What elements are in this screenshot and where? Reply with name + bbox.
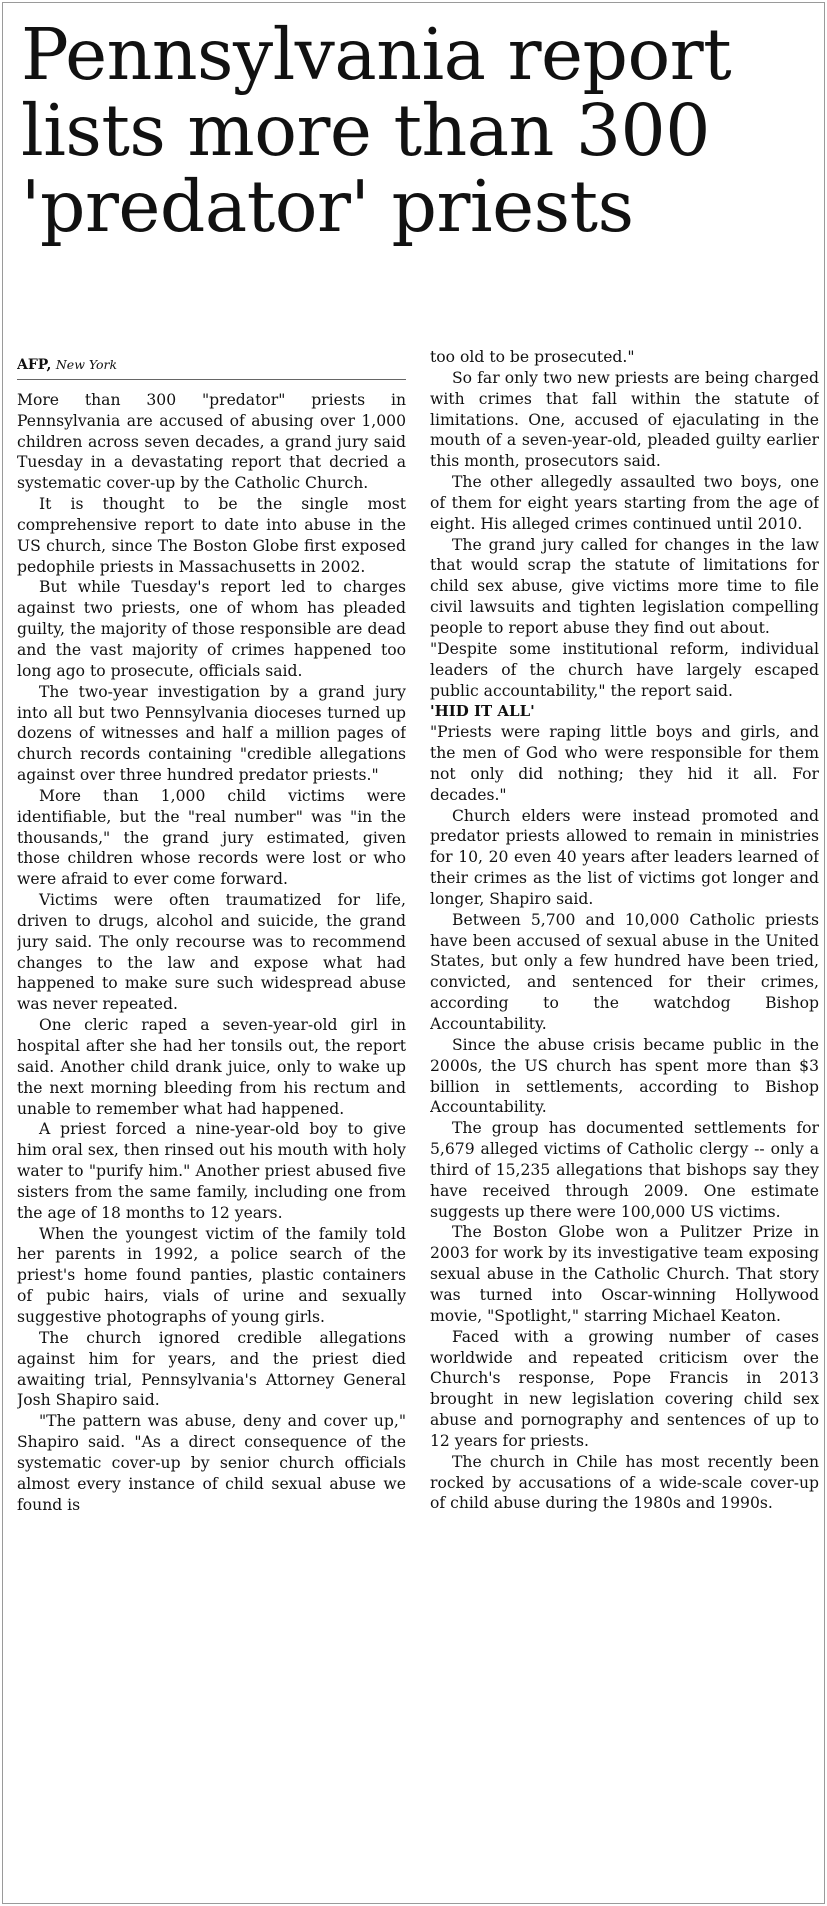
paragraph: When the youngest victim of the family told her parents in 1992, a police search of the priest's home found panties, plastic containers of pubic hairs, vials of urine and sexually suggestive photographs of young girls. (17, 1224, 406, 1326)
article-column-left (17, 355, 406, 1897)
paragraph: More than 300 "predator" priests in Pennsylvania are accused of abusing over 1,000 children across seven decades, a grand jury said Tuesday in a devastating report that decried a systematic cover-up by the Catholic Church. (17, 390, 406, 493)
article-clipping (2, 2, 825, 1904)
paragraph: The grand jury called for changes in the law that would scrap the statute of limitations for child sex abuse, give victims more time to file civil lawsuits and tighten legislation compelling people to report abuse they find out about. (430, 535, 819, 637)
headline-line-1: Pennsylvania report (21, 13, 732, 96)
paragraph: "Priests were raping little boys and girls, and the men of God who were responsible for them not only did nothing; they hid it all. For decades." (430, 723, 819, 804)
paragraph: Faced with a growing number of cases worldwide and repeated criticism over the Church's response, Pope Francis in 2013 brought in new legislation covering child sex abuse and pornography and sentences of up to 12 years for priests. (430, 1327, 819, 1450)
paragraph: The church in Chile has most recently been rocked by accusations of a wide-scale cover-up of child abuse during the 1980s and 1990s. (430, 1452, 819, 1513)
paragraph: Since the abuse crisis became public in the 2000s, the US church has spent more than $3 billion in settlements, according to Bishop Accountability. (430, 1035, 819, 1117)
paragraph: The two-year investigation by a grand jury into all but two Pennsylvania dioceses turned up dozens of witnesses and half a million pages of church records containing "credible allegations against over three hundred predator priests." (17, 682, 406, 785)
paragraph: More than 1,000 child victims were identifiable, but the "real number" was "in the thousands," the grand jury estimated, given those children whose records were lost or who were afraid to ever come forward. (17, 786, 406, 889)
paragraph: Church elders were instead promoted and predator priests allowed to remain in ministries for 10, 20 even 40 years after leaders learned of their crimes as the list of victims got longer and longer, Shapiro said. (430, 806, 819, 908)
article-column-right (430, 347, 819, 1897)
paragraph: The group has documented settlements for 5,679 alleged victims of Catholic clergy -- only a third of 15,235 allegations that bishops say they have received through 2009. One estimate suggests up there were 100,000 US victims. (430, 1119, 819, 1221)
paragraph: "Despite some institutional reform, individual leaders of the church have largely escaped public accountability," the report said. (430, 639, 819, 700)
paragraph: It is thought to be the single most comprehensive report to date into abuse in the US church, since The Boston Globe first exposed pedophile priests in Massachusetts in 2002. (17, 495, 406, 576)
paragraph: So far only two new priests are being charged with crimes that fall within the statute of limitations. One, accused of ejaculating in the mouth of a seven-year-old, pleaded guilty earlier this month, prosecutors said. (430, 368, 819, 471)
byline (17, 355, 406, 380)
headline-line-3: 'predator' priests (21, 165, 634, 248)
paragraph: A priest forced a nine-year-old boy to give him oral sex, then rinsed out his mouth with holy water to "purify him." Another priest abused five sisters from the same family, including one from the age of 18 months to 12 years. (17, 1120, 406, 1222)
byline-agency: AFP, (17, 357, 52, 373)
paragraph: The Boston Globe won a Pulitzer Prize in 2003 for work by its investigative team exposing sexual abuse in the Catholic Church. That story was turned into Oscar-winning Hollywood movie, "Spotlight," starring Michael Keaton. (430, 1223, 819, 1325)
paragraph: The other allegedly assaulted two boys, one of them for eight years starting from the age of eight. His alleged crimes continued until 2010. (430, 473, 819, 533)
paragraph: One cleric raped a seven-year-old girl in hospital after she had her tonsils out, the report said. Another child drank juice, only to wake up the next morning bleeding from his rectum and unable to remember what had happened. (17, 1016, 406, 1118)
paragraph: The church ignored credible allegations against him for years, and the priest died awaiting trial, Pennsylvania's Attorney General Josh Shapiro said. (17, 1328, 406, 1410)
headline-line-2: lists more than 300 (21, 89, 710, 172)
paragraph-continuation: too old to be prosecuted." (430, 348, 635, 366)
section-subhead: 'HID IT ALL' (430, 702, 535, 721)
paragraph: "The pattern was abuse, deny and cover up," Shapiro said. "As a direct consequence of the systematic cover-up by senior church officials almost every instance of child sexual abuse we found is (17, 1412, 406, 1514)
paragraph: But while Tuesday's report led to charges against two priests, one of whom has pleaded guilty, the majority of those responsible are dead and the vast majority of crimes happened too long ago to prosecute, officials said. (17, 578, 406, 680)
byline-city: New York (55, 357, 118, 372)
headline (21, 13, 821, 248)
paragraph: Victims were often traumatized for life, driven to drugs, alcohol and suicide, the grand jury said. The only recourse was to recommend changes to the law and expose what had happened to make sure such widespread abuse was never repeated. (17, 891, 406, 1014)
paragraph: Between 5,700 and 10,000 Catholic priests have been accused of sexual abuse in the United States, but only a few hundred have been tried, convicted, and sentenced for their crimes, according to the watchdog Bishop Accountability. (430, 910, 819, 1033)
